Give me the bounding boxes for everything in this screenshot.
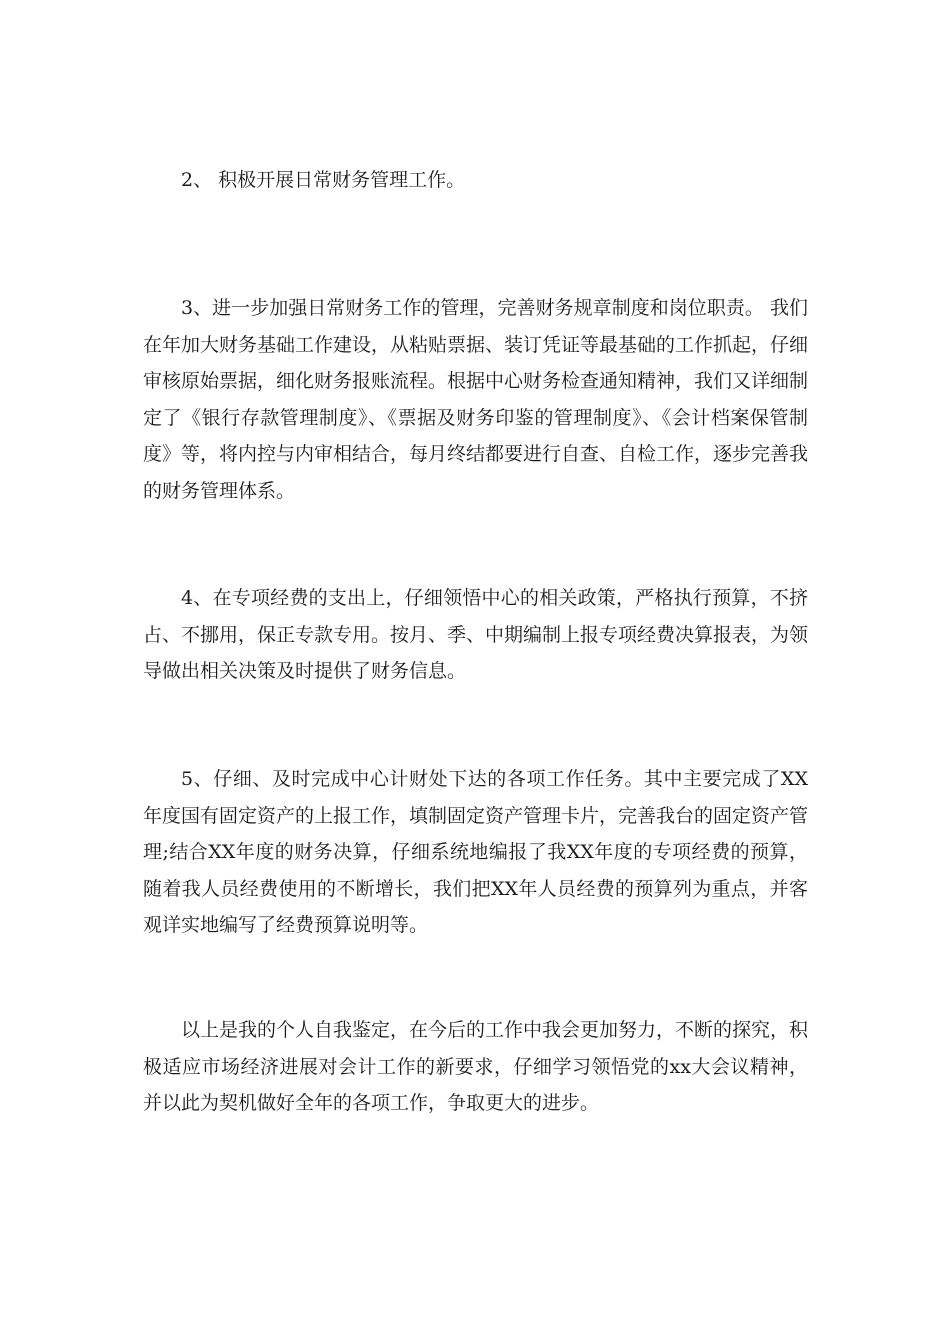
paragraph-item-2: 2、 积极开展日常财务管理工作。 xyxy=(181,169,466,191)
paragraph-item-5: 5、仔细、及时完成中心计财处下达的各项工作任务。其中主要完成了XX年度国有固定资产的上报工作，填制固定资产管理卡片，完善我台的固定资产管理;结合XX年度的财务决算，仔细系统地编报了我XX年度的专项经费的预算，随着我人员经费使用的不断增长，我们把XX年人员经费的预算列为重点，并客观详实地编写了经费预算说明等。 xyxy=(143,768,809,936)
paragraph-item-4: 4、在专项经费的支出上，仔细领悟中心的相关政策，严格执行预算，不挤占、不挪用，保正专款专用。按月、季、中期编制上报专项经费决算报表，为领导做出相关决策及时提供了财务信息。 xyxy=(143,587,809,682)
paragraph-conclusion: 以上是我的个人自我鉴定，在今后的工作中我会更加努力，不断的探究，积极适应市场经济进展对会计工作的新要求，仔细学习领悟党的xx大会议精神，并以此为契机做好全年的各项工作，争取更大的进步。 xyxy=(143,1019,809,1114)
paragraph-item-3: 3、进一步加强日常财务工作的管理，完善财务规章制度和岗位职责。 我们在年加大财务基础工作建设，从粘贴票据、装订凭证等最基础的工作抓起，仔细审核原始票据，细化财务报账流程。根据中心财务检查通知精神，我们又详细制定了《银行存款管理制度》、《票据及财务印鉴的管理制度》、《会计档案保管制度》等，将内控与内审相结合，每月终结都要进行自查、自检工作，逐步完善我的财务管理体系。 xyxy=(143,297,809,502)
